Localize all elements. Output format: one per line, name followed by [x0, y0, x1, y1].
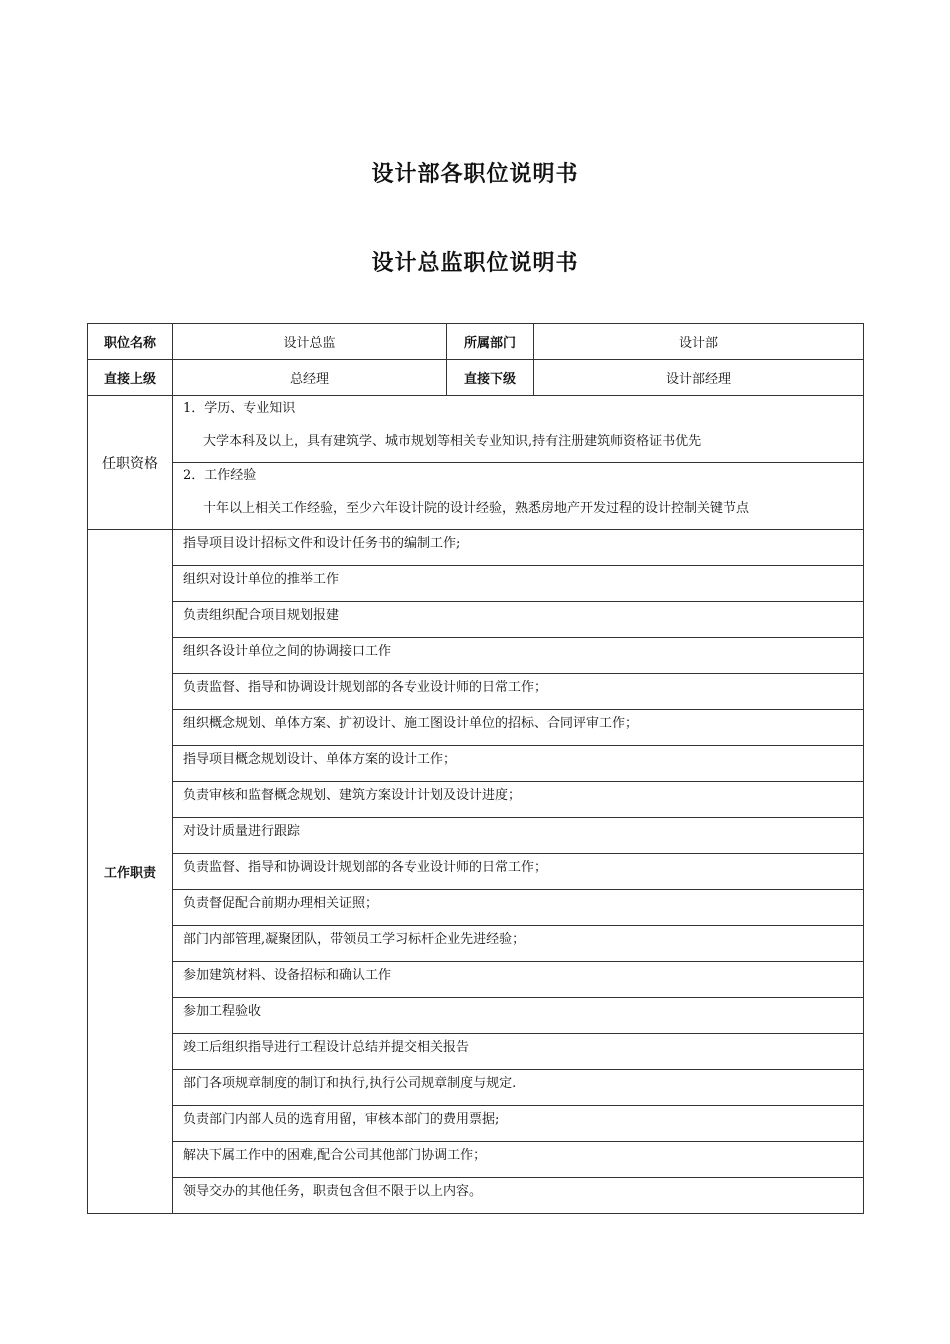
table-row — [88, 566, 864, 602]
table-row — [88, 396, 864, 463]
table-row — [88, 1106, 864, 1142]
table-row — [88, 1142, 864, 1178]
qualification-education — [173, 396, 864, 463]
position-title: 设计总监职位说明书 — [371, 251, 579, 276]
duty-text: 解决下属工作中的困难,配合公司其他部门协调工作； — [183, 1148, 487, 1163]
job-description-table — [87, 323, 864, 1214]
duty-text: 部门各项规章制度的制订和执行,执行公司规章制度与规定. — [183, 1076, 517, 1091]
duty-text: 负责部门内部人员的选育用留，审核本部门的费用票据; — [183, 1112, 500, 1127]
duty-item — [173, 1070, 864, 1106]
duty-text: 负责组织配合项目规划报建 — [183, 608, 340, 623]
table-row — [88, 1178, 864, 1214]
qualification-text: 大学本科及以上，具有建筑学、城市规划等相关专业知识,持有注册建筑师资格证书优先 — [203, 434, 702, 449]
table-row — [88, 638, 864, 674]
table-row — [88, 998, 864, 1034]
qualification-heading: 1．学历、专业知识 — [183, 401, 296, 416]
duty-item — [173, 818, 864, 854]
table-row — [88, 324, 864, 360]
duty-text: 竣工后组织指导进行工程设计总结并提交相关报告 — [183, 1040, 470, 1055]
duty-text: 组织各设计单位之间的协调接口工作 — [183, 644, 392, 659]
table-row — [88, 674, 864, 710]
duty-item — [173, 1178, 864, 1214]
position-name-value: 设计总监 — [173, 324, 447, 360]
duty-item — [173, 1034, 864, 1070]
document-title: 设计部各职位说明书 — [371, 162, 579, 187]
subordinate-value: 设计部经理 — [534, 360, 864, 396]
duty-text: 对设计质量进行跟踪 — [183, 824, 301, 839]
duty-text: 负责监督、指导和协调设计规划部的各专业设计师的日常工作； — [183, 680, 548, 695]
duty-item — [173, 710, 864, 746]
subordinate-label: 直接下级 — [447, 360, 534, 396]
qualification-experience — [173, 463, 864, 530]
duty-text: 参加建筑材料、设备招标和确认工作 — [183, 968, 392, 983]
position-name-label: 职位名称 — [88, 324, 173, 360]
table-row — [88, 463, 864, 530]
department-label: 所属部门 — [447, 324, 534, 360]
duty-text: 参加工程验收 — [183, 1004, 262, 1019]
table-row — [88, 962, 864, 998]
table-row — [88, 602, 864, 638]
duty-text: 组织对设计单位的推举工作 — [183, 572, 340, 587]
department-value: 设计部 — [534, 324, 864, 360]
table-row — [88, 926, 864, 962]
table-row — [88, 1034, 864, 1070]
qualification-heading: 2．工作经验 — [183, 468, 257, 483]
duty-item — [173, 890, 864, 926]
duty-item — [173, 962, 864, 998]
duty-item — [173, 674, 864, 710]
duty-item — [173, 1142, 864, 1178]
duty-text: 指导项目设计招标文件和设计任务书的编制工作; — [183, 536, 461, 551]
table-row — [88, 530, 864, 566]
duty-text: 组织概念规划、单体方案、扩初设计、施工图设计单位的招标、合同评审工作； — [183, 716, 639, 731]
duties-label: 工作职责 — [88, 530, 173, 1214]
duty-item — [173, 998, 864, 1034]
table-row — [88, 746, 864, 782]
table-row — [88, 854, 864, 890]
duty-item — [173, 854, 864, 890]
duty-item — [173, 782, 864, 818]
duty-item — [173, 926, 864, 962]
table-row — [88, 1070, 864, 1106]
duty-item — [173, 638, 864, 674]
duty-item — [173, 566, 864, 602]
qualification-text: 十年以上相关工作经验，至少六年设计院的设计经验，熟悉房地产开发过程的设计控制关键节点 — [203, 501, 750, 516]
table-row — [88, 710, 864, 746]
duty-item — [173, 602, 864, 638]
duty-text: 负责监督、指导和协调设计规划部的各专业设计师的日常工作； — [183, 860, 548, 875]
superior-label: 直接上级 — [88, 360, 173, 396]
duty-item — [173, 1106, 864, 1142]
duty-text: 部门内部管理,凝聚团队，带领员工学习标杆企业先进经验； — [183, 932, 526, 947]
table-row — [88, 782, 864, 818]
table-row — [88, 818, 864, 854]
table-row — [88, 890, 864, 926]
duty-item — [173, 530, 864, 566]
table-row — [88, 360, 864, 396]
duty-text: 指导项目概念规划设计、单体方案的设计工作； — [183, 752, 457, 767]
duty-text: 领导交办的其他任务，职责包含但不限于以上内容。 — [183, 1184, 483, 1199]
duty-item — [173, 746, 864, 782]
qualification-label: 任职资格 — [88, 396, 173, 530]
duty-text: 负责审核和监督概念规划、建筑方案设计计划及设计进度； — [183, 788, 522, 803]
superior-value: 总经理 — [173, 360, 447, 396]
duty-text: 负责督促配合前期办理相关证照； — [183, 896, 379, 911]
